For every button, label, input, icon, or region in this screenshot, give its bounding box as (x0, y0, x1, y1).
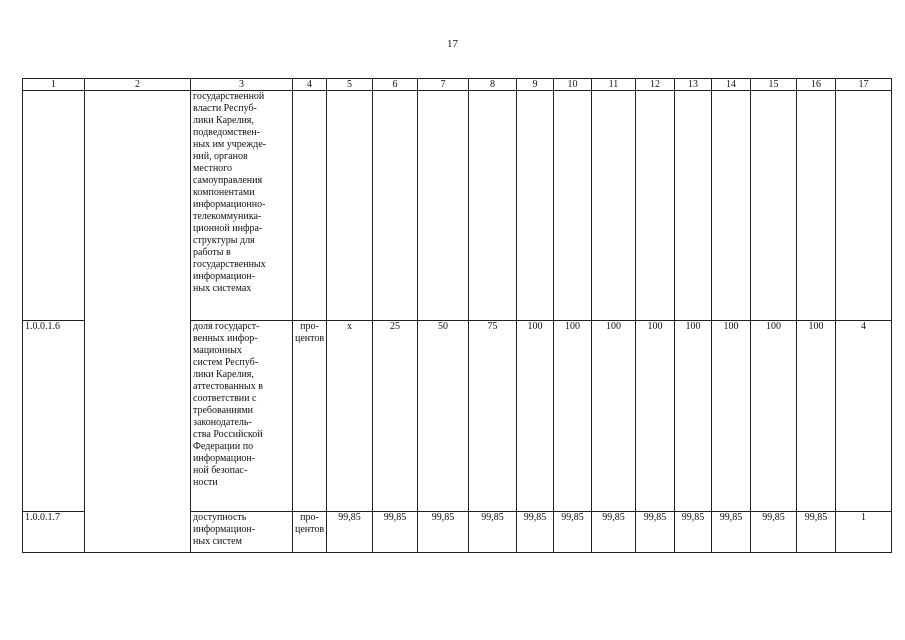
description-line: доля государст- (193, 321, 260, 332)
column-2-cell (85, 91, 191, 553)
description-line: самоуправления (193, 175, 263, 186)
value-cell (797, 91, 836, 321)
column-header: 11 (592, 79, 636, 91)
description-line: ных им учрежде- (193, 139, 266, 150)
value-cell (554, 91, 592, 321)
unit-line: центов (295, 524, 325, 535)
description-line: ности (193, 477, 218, 488)
value-cell (836, 91, 892, 321)
value-cell: 100 (517, 321, 554, 512)
value-cell: 100 (751, 321, 797, 512)
value-cell: 99,85 (592, 512, 636, 553)
value-cell: 50 (418, 321, 469, 512)
description-line: лики Карелия, (193, 115, 254, 126)
column-header: 4 (293, 79, 327, 91)
value-cell: 99,85 (554, 512, 592, 553)
description-line: ционной инфра- (193, 223, 263, 234)
value-cell: 99,85 (373, 512, 418, 553)
description-line: Федерации по (193, 441, 254, 452)
value-cell: 100 (797, 321, 836, 512)
value-cell: 25 (373, 321, 418, 512)
value-cell: х (327, 321, 373, 512)
table-row (23, 91, 892, 321)
description-line: ной безопас- (193, 465, 248, 476)
column-header: 5 (327, 79, 373, 91)
value-cell: 99,85 (418, 512, 469, 553)
value-cell (712, 91, 751, 321)
description-line: информационно- (193, 199, 266, 210)
description-line: ных систем (193, 536, 242, 547)
unit-line: про- (300, 512, 319, 523)
value-cell: 100 (554, 321, 592, 512)
unit-line: центов (295, 333, 325, 344)
column-header: 13 (675, 79, 712, 91)
indicator-code (23, 91, 85, 321)
value-cell: 99,85 (797, 512, 836, 553)
value-cell (327, 91, 373, 321)
value-cell: 99,85 (675, 512, 712, 553)
description-line: подведомствен- (193, 127, 260, 138)
value-cell (418, 91, 469, 321)
value-cell (469, 91, 517, 321)
value-cell: 100 (636, 321, 675, 512)
value-cell (675, 91, 712, 321)
value-cell: 1 (836, 512, 892, 553)
value-cell (517, 91, 554, 321)
value-cell (373, 91, 418, 321)
description-line: структуры для (193, 235, 255, 246)
description-line: законодатель- (193, 417, 252, 428)
indicator-description (191, 321, 293, 512)
page-number: 17 (447, 38, 458, 50)
description-line: государственных (193, 259, 266, 270)
value-cell: 99,85 (517, 512, 554, 553)
value-cell: 100 (592, 321, 636, 512)
description-line: требованиями (193, 405, 254, 416)
column-header: 10 (554, 79, 592, 91)
description-line: информацион- (193, 271, 256, 282)
description-line: мационных (193, 345, 242, 356)
column-header: 17 (836, 79, 892, 91)
value-cell: 99,85 (751, 512, 797, 553)
indicator-code: 1.0.0.1.6 (23, 321, 85, 512)
column-header: 9 (517, 79, 554, 91)
column-header: 7 (418, 79, 469, 91)
column-header: 16 (797, 79, 836, 91)
indicator-description (191, 512, 293, 553)
column-header: 14 (712, 79, 751, 91)
description-line: ства Российской (193, 429, 263, 440)
description-line: информацион- (193, 524, 256, 535)
value-cell (592, 91, 636, 321)
column-header: 15 (751, 79, 797, 91)
value-cell (636, 91, 675, 321)
value-cell: 99,85 (712, 512, 751, 553)
unit-line: про- (300, 321, 319, 332)
description-line: ний, органов (193, 151, 248, 162)
value-cell: 99,85 (469, 512, 517, 553)
indicators-table (22, 78, 892, 553)
unit-of-measure (293, 91, 327, 321)
value-cell: 99,85 (636, 512, 675, 553)
description-line: местного (193, 163, 233, 174)
value-cell: 75 (469, 321, 517, 512)
indicator-code: 1.0.0.1.7 (23, 512, 85, 553)
description-line: государственной (193, 91, 265, 102)
column-header: 3 (191, 79, 293, 91)
description-line: работы в (193, 247, 231, 258)
value-cell: 4 (836, 321, 892, 512)
unit-of-measure (293, 512, 327, 553)
column-header: 1 (23, 79, 85, 91)
indicator-description (191, 91, 293, 321)
column-header: 8 (469, 79, 517, 91)
description-line: власти Респуб- (193, 103, 257, 114)
description-line: систем Респуб- (193, 357, 259, 368)
unit-of-measure (293, 321, 327, 512)
value-cell: 100 (675, 321, 712, 512)
description-line: телекоммуника- (193, 211, 262, 222)
description-line: компонентами (193, 187, 255, 198)
description-line: соответствии с (193, 393, 257, 404)
column-header: 6 (373, 79, 418, 91)
column-header: 2 (85, 79, 191, 91)
value-cell: 100 (712, 321, 751, 512)
value-cell (751, 91, 797, 321)
header-row (23, 79, 892, 91)
description-line: ных системах (193, 283, 252, 294)
description-line: доступность (193, 512, 247, 523)
description-line: лики Карелия, (193, 369, 254, 380)
description-line: венных инфор- (193, 333, 258, 344)
description-line: аттестованных в (193, 381, 263, 392)
description-line: информацион- (193, 453, 256, 464)
value-cell: 99,85 (327, 512, 373, 553)
column-header: 12 (636, 79, 675, 91)
